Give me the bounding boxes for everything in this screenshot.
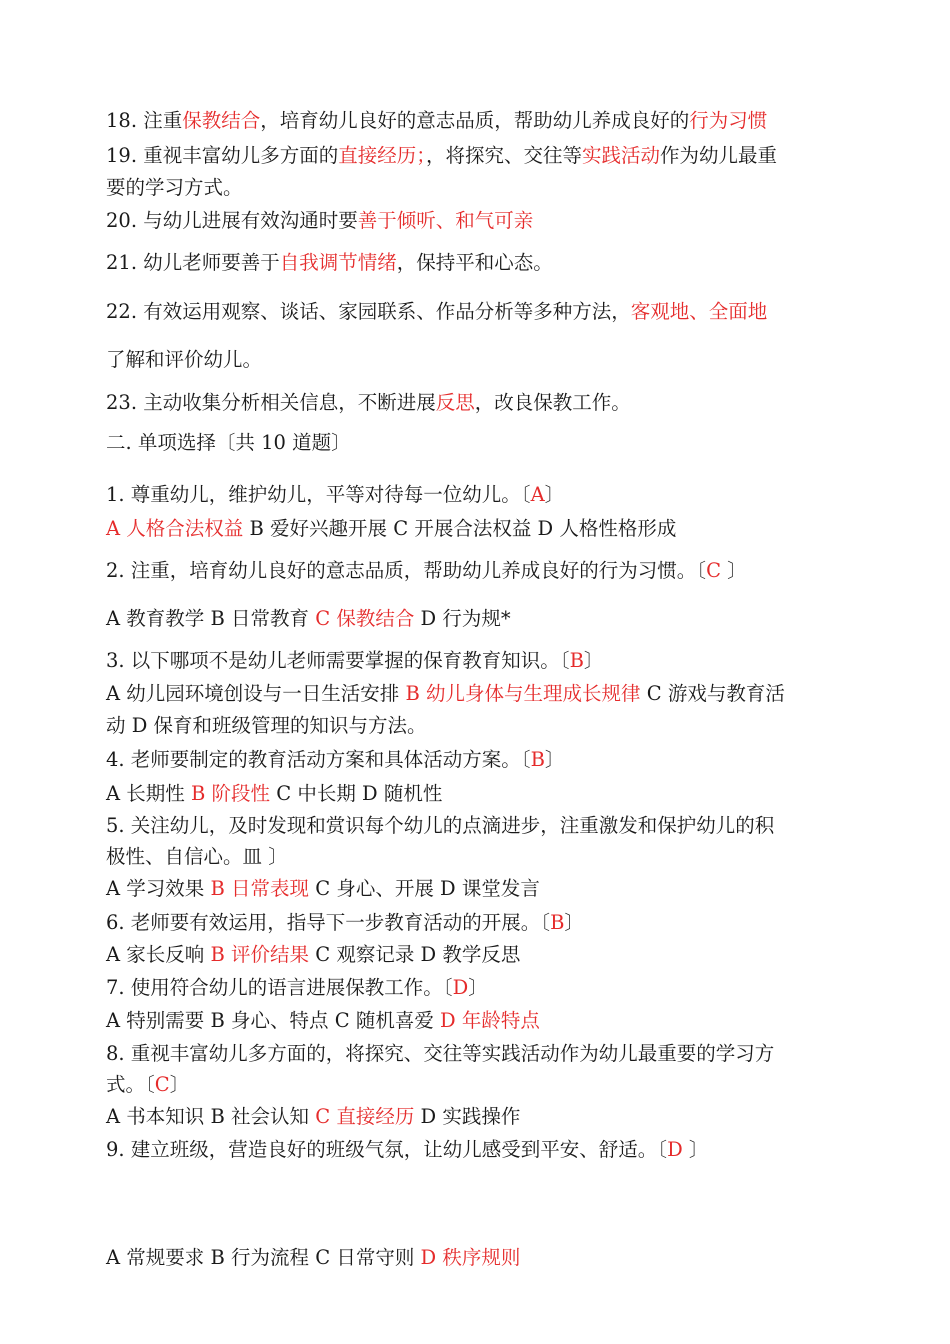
body-text: A 特别需要 B 身心、特点 C 随机喜爱	[106, 1009, 441, 1032]
text-line	[106, 876, 866, 902]
body-text: C 游戏与教育活	[640, 682, 785, 705]
text-line	[106, 482, 866, 508]
body-text: 1. 尊重幼儿，维护幼儿，平等对待每一位幼儿。〔	[106, 483, 531, 506]
body-text: 〕	[682, 1138, 709, 1161]
body-text: ，培育幼儿良好的意志品质，帮助幼儿养成良好的	[260, 109, 690, 132]
text-line	[106, 648, 866, 674]
answer-text: D	[667, 1138, 683, 1161]
body-text: ，保持平和心态。	[396, 251, 553, 274]
text-line	[106, 347, 866, 373]
text-line	[106, 175, 866, 201]
text-line	[106, 910, 866, 936]
text-line	[106, 516, 866, 542]
text-line	[106, 606, 866, 632]
answer-text: B	[530, 748, 545, 771]
text-line	[106, 1104, 866, 1130]
answer-text: D	[452, 976, 469, 999]
answer-text: C	[706, 559, 721, 582]
text-line	[106, 390, 866, 416]
body-text: 21. 幼儿老师要善于	[106, 251, 280, 274]
body-text: 5. 关注幼儿，及时发现和赏识每个幼儿的点滴进步，注重激发和保护幼儿的积	[106, 814, 775, 837]
answer-text: D 秩序规则	[420, 1246, 521, 1269]
answer-text: C 直接经历	[315, 1105, 415, 1128]
text-line	[106, 942, 866, 968]
text-line	[106, 813, 866, 839]
text-line	[106, 143, 866, 169]
body-text: 动 D 保育和班级管理的知识与方法。	[106, 714, 427, 737]
answer-text: B 日常表现	[210, 877, 310, 900]
text-line	[106, 250, 866, 276]
body-text: 〕	[468, 976, 488, 999]
answer-text: 客观地、全面地	[630, 300, 768, 323]
answer-text: B	[569, 649, 584, 672]
body-text: 〕	[169, 1073, 190, 1096]
answer-text: 反思	[435, 391, 475, 414]
body-text: 6. 老师要有效运用，指导下一步教育活动的开展。〔	[106, 911, 551, 934]
body-text: A 书本知识 B 社会认知	[106, 1105, 316, 1128]
text-line	[106, 1072, 866, 1098]
body-text: D 实践操作	[414, 1105, 521, 1128]
answer-text: C 保教结合	[315, 607, 415, 630]
body-text: 作为幼儿最重	[660, 144, 778, 167]
body-text: 〕	[583, 649, 604, 672]
text-line	[106, 430, 866, 456]
text-line	[106, 1008, 866, 1034]
body-text: A 幼儿园环境创设与一日生活安排	[106, 682, 406, 705]
text-line	[106, 713, 866, 739]
body-text: 18. 注重	[106, 109, 183, 132]
text-line	[106, 558, 866, 584]
body-text: A 常规要求 B 行为流程 C 日常守则	[106, 1246, 421, 1269]
text-line	[106, 681, 866, 707]
body-text: A 学习效果	[106, 877, 211, 900]
body-text: 9. 建立班级，营造良好的班级气氛，让幼儿感受到平安、舒适。〔	[106, 1138, 668, 1161]
text-line	[106, 844, 866, 870]
body-text: C 身心、开展 D 课堂发言	[309, 877, 540, 900]
text-line	[106, 208, 866, 234]
body-text: 〕	[544, 483, 565, 506]
answer-text: D 年龄特点	[440, 1009, 540, 1032]
body-text: ，将探究、交往等	[425, 144, 582, 167]
answer-text: 保教结合	[182, 109, 261, 132]
body-text: 要的学习方式。	[106, 176, 243, 199]
body-text: D 行为规*	[414, 607, 511, 630]
body-text: 〕	[564, 911, 584, 934]
answer-text: 行为习惯	[689, 109, 768, 132]
answer-text: C	[154, 1073, 170, 1096]
body-text: 22. 有效运用观察、谈话、家园联系、作品分析等多种方法，	[106, 300, 631, 323]
body-text: 20. 与幼儿进展有效沟通时要	[106, 209, 358, 232]
text-line	[106, 108, 866, 134]
answer-text: B 评价结果	[210, 943, 310, 966]
answer-text: 实践活动	[582, 144, 661, 167]
answer-text: 善于倾听、和气可亲	[357, 209, 534, 232]
body-text: 8. 重视丰富幼儿多方面的，将探究、交往等实践活动作为幼儿最重要的学习方	[106, 1042, 775, 1065]
text-line	[106, 1041, 866, 1067]
body-text: 7. 使用符合幼儿的语言进展保教工作。〔	[106, 976, 453, 999]
answer-text: 直接经历；	[338, 144, 426, 167]
answer-text: B	[550, 911, 565, 934]
answer-text: B 阶段性	[190, 782, 271, 805]
body-text: A 长期性	[106, 782, 191, 805]
body-text: 〕	[720, 559, 747, 582]
body-text: 极性、自信心。皿 〕	[106, 845, 288, 868]
text-line	[106, 747, 866, 773]
body-text: 3. 以下哪项不是幼儿老师需要掌握的保育教育知识。〔	[106, 649, 570, 672]
body-text: 式。〔	[106, 1073, 155, 1096]
body-text: 2. 注重，培育幼儿良好的意志品质，帮助幼儿养成良好的行为习惯。〔	[106, 559, 707, 582]
body-text: C 中长期 D 随机性	[270, 782, 443, 805]
body-text: 二. 单项选择〔共 10 道题〕	[106, 431, 351, 454]
body-text: B 爱好兴趣开展 C 开展合法权益 D 人格性格形成	[243, 517, 677, 540]
body-text: 19. 重视丰富幼儿多方面的	[106, 144, 339, 167]
text-line	[106, 1245, 866, 1271]
text-line	[106, 975, 866, 1001]
body-text: C 观察记录 D 教学反思	[309, 943, 521, 966]
answer-text: B 幼儿身体与生理成长规律	[405, 682, 641, 705]
body-text: 了解和评价幼儿。	[106, 348, 263, 371]
text-line	[106, 1137, 866, 1163]
text-line	[106, 299, 866, 325]
answer-text: A	[530, 483, 545, 506]
body-text: 4. 老师要制定的教育活动方案和具体活动方案。〔	[106, 748, 531, 771]
body-text: ，改良保教工作。	[474, 391, 631, 414]
body-text: 〕	[544, 748, 565, 771]
body-text: A 家长反响	[106, 943, 211, 966]
answer-text: A 人格合法权益	[106, 517, 244, 540]
body-text: 23. 主动收集分析相关信息，不断进展	[106, 391, 436, 414]
answer-text: 自我调节情绪	[279, 251, 397, 274]
body-text: A 教育教学 B 日常教育	[106, 607, 316, 630]
text-line	[106, 781, 866, 807]
